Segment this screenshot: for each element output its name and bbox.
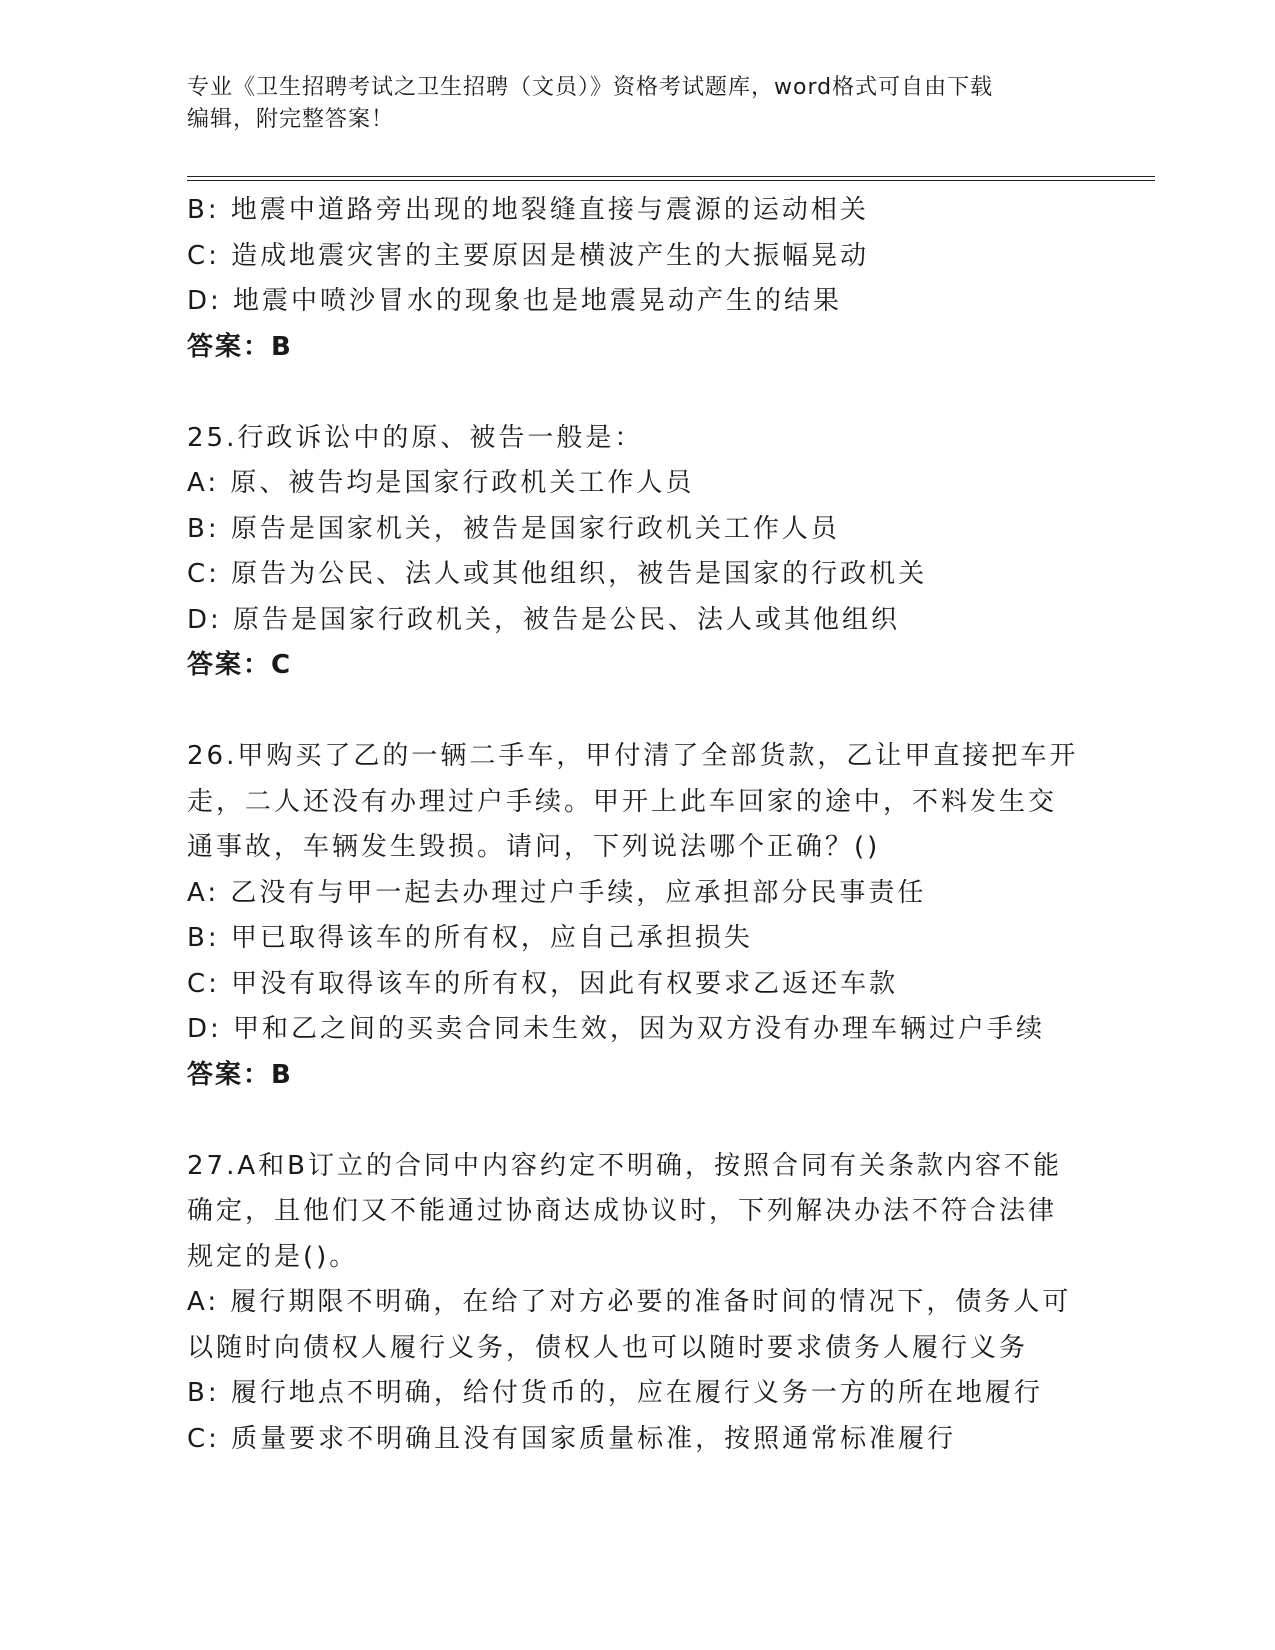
question-stem: 规定的是()。 [187, 1241, 359, 1272]
header-line-1: 专业《卫生招聘考试之卫生招聘（文员）》资格考试题库，word格式可自由下载 [187, 75, 994, 100]
option-b: B: 原告是国家机关，被告是国家行政机关工作人员 [187, 513, 840, 544]
question-stem: 25.行政诉讼中的原、被告一般是： [187, 422, 644, 453]
header-divider [187, 176, 1155, 181]
option-c: C: 造成地震灾害的主要原因是横波产生的大振幅晃动 [187, 240, 870, 271]
option-d: D: 甲和乙之间的买卖合同未生效，因为双方没有办理车辆过户手续 [187, 1014, 1046, 1044]
question-stem: 走，二人还没有办理过户手续。甲开上此车回家的途中，不料发生交 [187, 786, 1058, 817]
question-stem: 通事故，车辆发生毁损。请问，下列说法哪个正确？() [187, 832, 881, 862]
question-24-tail [187, 188, 1087, 370]
question-25 [187, 416, 1087, 689]
question-stem: 确定，且他们又不能通过协商达成协议时，下列解决办法不符合法律 [187, 1196, 1058, 1226]
header-line-2: 编辑，附完整答案！ [187, 107, 395, 132]
question-stem: 26.甲购买了乙的一辆二手车，甲付清了全部货款，乙让甲直接把车开 [187, 741, 1079, 771]
option-c: C: 质量要求不明确且没有国家质量标准，按照通常标准履行 [187, 1423, 957, 1454]
option-a: A: 乙没有与甲一起去办理过户手续，应承担部分民事责任 [187, 877, 927, 908]
question-list [187, 188, 1087, 1462]
question-26 [187, 734, 1087, 1098]
option-c: C: 原告为公民、法人或其他组织，被告是国家的行政机关 [187, 559, 928, 589]
option-c: C: 甲没有取得该车的所有权，因此有权要求乙返还车款 [187, 968, 899, 999]
option-a-continued: 以随时向债权人履行义务，债权人也可以随时要求债务人履行义务 [187, 1332, 1029, 1363]
option-d: D: 地震中喷沙冒水的现象也是地震晃动产生的结果 [187, 286, 843, 316]
answer: 答案：B [187, 1059, 293, 1090]
question-stem: 27.A和B订立的合同中内容约定不明确，按照合同有关条款内容不能 [187, 1150, 1062, 1181]
answer: 答案：B [187, 331, 293, 362]
question-27 [187, 1144, 1087, 1463]
answer: 答案：C [187, 650, 293, 680]
option-a: A: 履行期限不明确，在给了对方必要的准备时间的情况下，债务人可 [187, 1287, 1072, 1317]
document-header [187, 72, 1087, 136]
option-a: A: 原、被告均是国家行政机关工作人员 [187, 468, 695, 498]
option-b: B: 履行地点不明确，给付货币的，应在履行义务一方的所在地履行 [187, 1378, 1043, 1408]
option-b: B: 地震中道路旁出现的地裂缝直接与震源的运动相关 [187, 195, 869, 225]
option-d: D: 原告是国家行政机关，被告是公民、法人或其他组织 [187, 604, 901, 635]
option-b: B: 甲已取得该车的所有权，应自己承担损失 [187, 923, 753, 953]
